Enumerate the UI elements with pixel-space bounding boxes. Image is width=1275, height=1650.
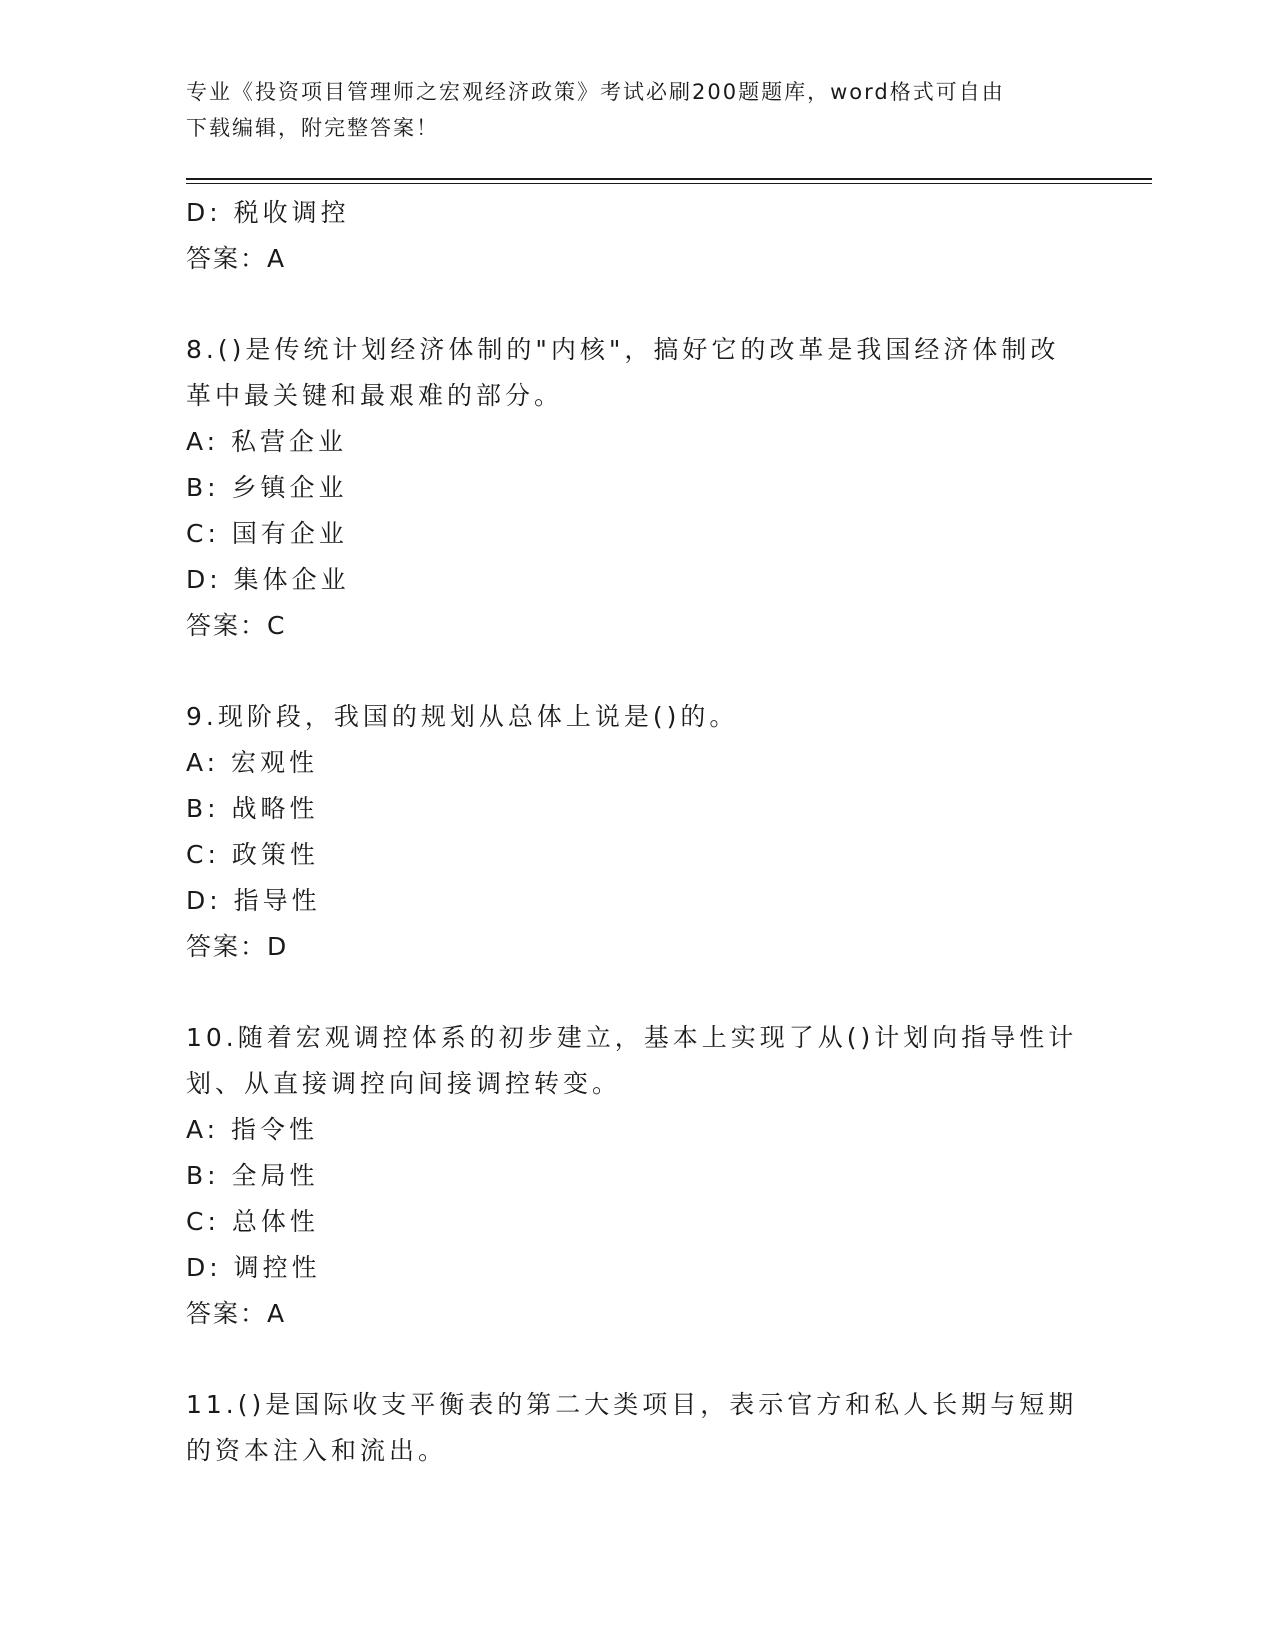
question-11 [186, 1382, 1086, 1474]
question-11-text-line-1: 11.()是国际收支平衡表的第二大类项目，表示官方和私人长期与短期 [186, 1390, 1078, 1419]
question-10-text-line-1: 10.随着宏观调控体系的初步建立，基本上实现了从()计划向指导性计 [186, 1023, 1078, 1052]
question-9-option-a: A: 宏观性 [186, 748, 319, 777]
question-9 [186, 694, 1086, 970]
header-line-2: 下载编辑，附完整答案！ [186, 116, 439, 140]
question-9-option-c: C: 政策性 [186, 840, 319, 869]
question-9-text-line-1: 9.现阶段，我国的规划从总体上说是()的。 [186, 702, 739, 731]
header-line-1: 专业《投资项目管理师之宏观经济政策》考试必刷200题题库，word格式可自由 [186, 80, 1005, 104]
header-rule-thin [186, 183, 1152, 184]
question-10 [186, 1015, 1086, 1337]
previous-question-option-d: D: 税收调控 [186, 198, 350, 227]
question-9-option-d: D: 指导性 [186, 886, 321, 915]
question-9-answer: 答案：D [186, 932, 289, 961]
question-spacer [186, 649, 1086, 694]
question-spacer [186, 970, 1086, 1015]
previous-question-answer: 答案：A [186, 244, 287, 273]
question-8-option-c: C: 国有企业 [186, 519, 348, 548]
question-11-text-line-2: 的资本注入和流出。 [186, 1436, 448, 1465]
question-10-answer: 答案：A [186, 1299, 287, 1328]
question-10-option-d: D: 调控性 [186, 1253, 321, 1282]
document-body [186, 190, 1086, 1474]
question-8-answer: 答案：C [186, 611, 287, 640]
question-10-option-a: A: 指令性 [186, 1115, 319, 1144]
question-9-option-b: B: 战略性 [186, 794, 319, 823]
question-8-option-b: B: 乡镇企业 [186, 473, 348, 502]
question-spacer [186, 1337, 1086, 1382]
question-10-option-c: C: 总体性 [186, 1207, 319, 1236]
question-8-text-line-2: 革中最关键和最艰难的部分。 [186, 381, 564, 410]
question-10-text-line-2: 划、从直接调控向间接调控转变。 [186, 1069, 622, 1098]
header-rule [186, 178, 1152, 180]
question-8-text-line-1: 8.()是传统计划经济体制的"内核"，搞好它的改革是我国经济体制改 [186, 335, 1060, 364]
question-8 [186, 327, 1086, 649]
question-8-option-d: D: 集体企业 [186, 565, 350, 594]
question-8-option-a: A: 私营企业 [186, 427, 348, 456]
question-spacer [186, 282, 1086, 327]
question-10-option-b: B: 全局性 [186, 1161, 319, 1190]
page-header [186, 74, 1086, 146]
